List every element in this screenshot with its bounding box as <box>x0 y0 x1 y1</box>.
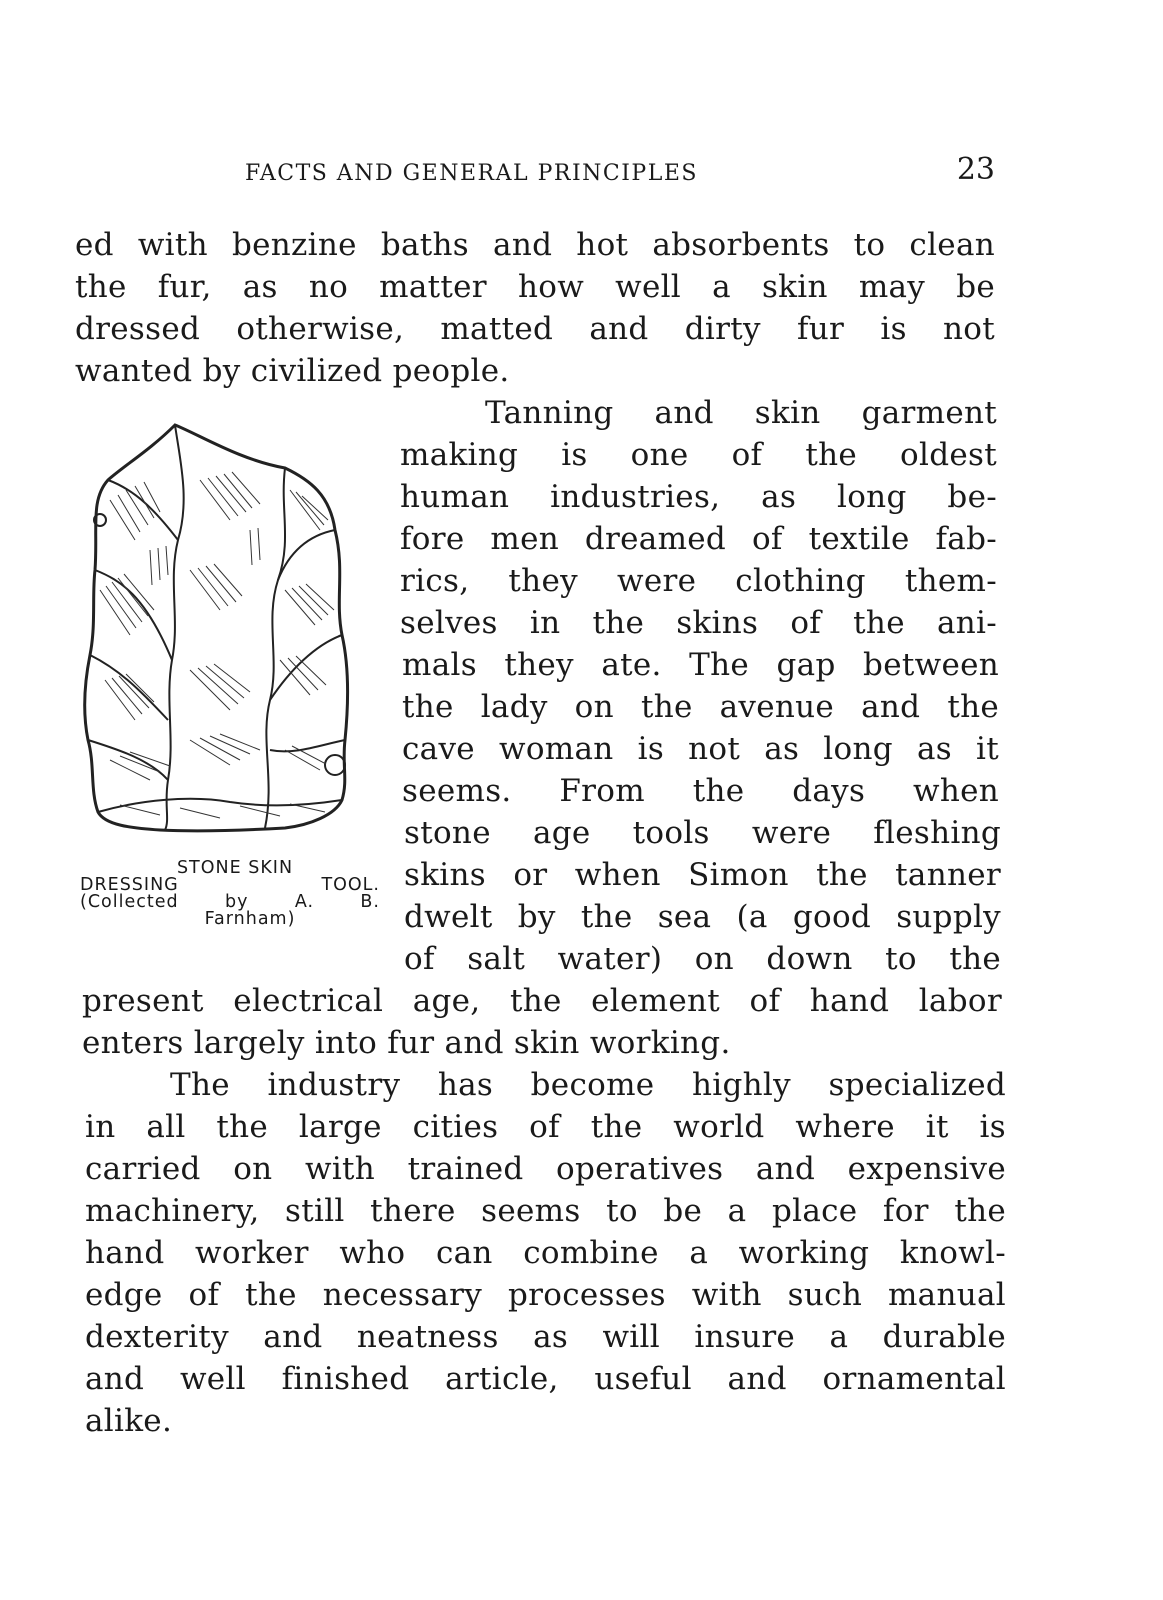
figure-caption <box>80 860 380 928</box>
paragraph-2-line: cave woman is not as long as it <box>402 731 999 767</box>
paragraph-3-line: dexterity and neatness as will insure a durable <box>85 1319 1006 1355</box>
paragraph-2-line: dwelt by the sea (a good supply <box>404 899 1001 935</box>
paragraph-2-line: the lady on the avenue and the <box>402 689 999 725</box>
caption-line: STONE SKIN <box>176 858 294 878</box>
page-header <box>245 152 995 196</box>
paragraph-2-line: rics, they were clothing them- <box>400 563 997 599</box>
caption-line: (Collected by A. B. <box>80 892 380 912</box>
paragraph-2-line: fore men dreamed of textile fab- <box>400 521 997 557</box>
paragraph-1-line: ed with benzine baths and hot absorbents to clean <box>75 227 995 263</box>
paragraph-2-line: making is one of the oldest <box>400 437 997 473</box>
stone-skin-dressing-tool-illustration <box>80 420 380 850</box>
figure <box>80 420 380 960</box>
paragraph-2-line: mals they ate. The gap between <box>402 647 999 683</box>
paragraph-2-line: seems. From the days when <box>402 773 999 809</box>
paragraph-2-line: of salt water) on down to the <box>404 941 1001 977</box>
paragraph-2-line: skins or when Simon the tanner <box>404 857 1001 893</box>
paragraph-3-line: machinery, still there seems to be a place for the <box>85 1193 1006 1229</box>
paragraph-3-line: The industry has become highly specialized <box>170 1067 1006 1103</box>
paragraph-3-line: and well finished article, useful and ornamental <box>85 1361 1006 1397</box>
paragraph-2-line: enters largely into fur and skin working. <box>82 1025 731 1061</box>
running-head: FACTS AND GENERAL PRINCIPLES <box>245 161 698 186</box>
paragraph-3-line: hand worker who can combine a working knowl- <box>85 1235 1006 1271</box>
paragraph-3-line: carried on with trained operatives and expensive <box>85 1151 1006 1187</box>
paragraph-2-line: present electrical age, the element of hand labor <box>82 983 1002 1019</box>
paragraph-1-line: dressed otherwise, matted and dirty fur is not <box>75 311 995 347</box>
caption-line: Farnham) <box>204 909 296 929</box>
page-number: 23 <box>956 152 995 187</box>
paragraph-1-line: wanted by civilized people. <box>75 353 510 389</box>
paragraph-2-line: stone age tools were fleshing <box>404 815 1001 851</box>
paragraph-2-line: human industries, as long be- <box>400 479 997 515</box>
paragraph-2-line: selves in the skins of the ani- <box>400 605 997 641</box>
paragraph-1-line: the fur, as no matter how well a skin may be <box>75 269 995 305</box>
paragraph-3-line: edge of the necessary processes with such manual <box>85 1277 1006 1313</box>
caption-line: DRESSING TOOL. <box>80 875 380 895</box>
paragraph-3-line: alike. <box>85 1403 173 1439</box>
paragraph-3-line: in all the large cities of the world where it is <box>85 1109 1006 1145</box>
paragraph-2-line: Tanning and skin garment <box>485 395 997 431</box>
